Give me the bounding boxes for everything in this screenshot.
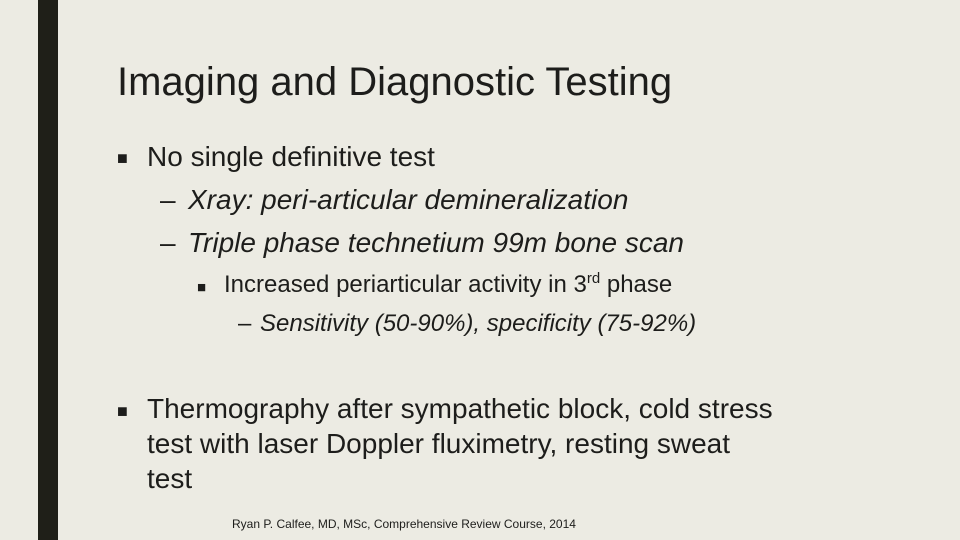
accent-bar (38, 0, 58, 540)
bullet-2-line-3: test (147, 463, 193, 494)
bullet-square-icon: ■ (117, 148, 128, 168)
bullet-square-icon: ■ (197, 279, 207, 296)
ordinal-suffix: rd (586, 270, 601, 287)
sub-sub-bullet-1-text-main: Increased periarticular activity in 3 (224, 271, 587, 298)
bullet-2-line-1: Thermography after sympathetic block, cold stress (147, 393, 773, 424)
dash-icon: – (238, 310, 252, 337)
sub-bullet-1-text: Xray: peri-articular demineralization (188, 184, 629, 215)
level-4-text: Sensitivity (50-90%), specificity (75-92%) (260, 310, 697, 337)
dash-icon: – (160, 184, 176, 215)
bullet-1-text: No single definitive test (147, 141, 435, 172)
bullet-square-icon: ■ (117, 401, 128, 421)
sub-bullet-2-text: Triple phase technetium 99m bone scan (188, 227, 684, 258)
bullet-2-line-2: test with laser Doppler fluximetry, resting sweat (147, 428, 731, 459)
sub-sub-bullet-1-text (224, 270, 672, 300)
dash-icon: – (160, 227, 176, 258)
sub-sub-bullet-1-text-end: phase (600, 271, 673, 298)
slide-title: Imaging and Diagnostic Testing (117, 60, 673, 104)
footer-citation: Ryan P. Calfee, MD, MSc, Comprehensive Review Course, 2014 (232, 517, 576, 531)
